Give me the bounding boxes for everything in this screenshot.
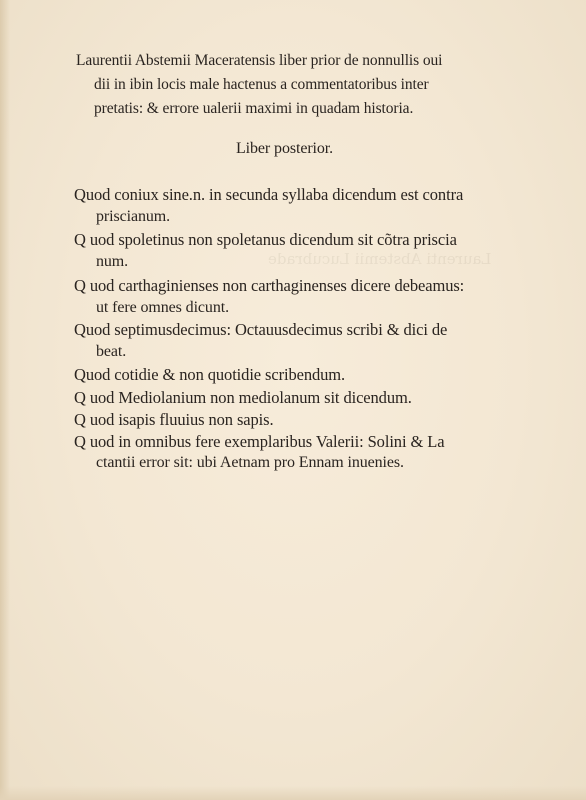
entry-line: Q uod Mediolanium non mediolanum sit dicendum. — [74, 388, 412, 407]
page-bottom-shadow — [0, 786, 586, 800]
heading-line: pretatis: & errore ualerii maximi in quadam historia. — [94, 100, 414, 117]
entry-line: num. — [96, 253, 129, 270]
show-through-text: Laurenti Abstemii Lucubrade — [268, 250, 492, 268]
entry-line: Q uod isapis fluuius non sapis. — [74, 410, 274, 429]
page-edge-shadow — [0, 0, 10, 800]
entry-line: Quod coniux sine.n. in secunda syllaba dicendum est contra — [74, 185, 464, 204]
entry-line: Q uod carthaginienses non carthaginenses dicere debeamus: — [74, 276, 465, 295]
entry-line: beat. — [96, 343, 127, 360]
heading-line: Laurentii Abstemii Maceratensis liber prior de nonnullis oui — [76, 52, 443, 69]
entry-line: Q uod in omnibus fere exemplaribus Valerii: Solini & La — [74, 432, 445, 451]
entry-line: Quod cotidie & non quotidie scribendum. — [74, 365, 346, 384]
entry-line: Q uod spoletinus non spoletanus dicendum sit cõtra priscia — [74, 230, 457, 249]
entry-line: ut fere omnes dicunt. — [96, 299, 229, 316]
entry-line: priscianum. — [96, 208, 170, 225]
entry-line: Quod septimusdecimus: Octauusdecimus scribi & dici de — [74, 320, 448, 339]
subheading: Liber posterior. — [236, 140, 334, 157]
heading-line: dii in ibin locis male hactenus a commentatoribus inter — [94, 76, 429, 93]
entry-line: ctantii error sit: ubi Aetnam pro Ennam inuenies. — [96, 454, 404, 471]
